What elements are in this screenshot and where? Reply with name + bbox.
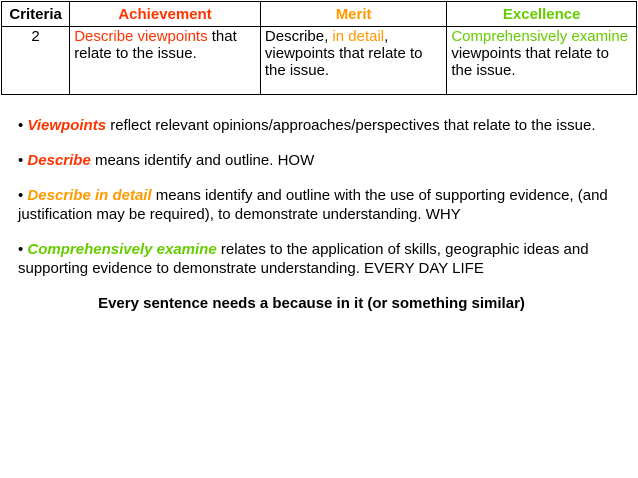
header-merit: Merit [260,2,446,27]
merit-highlight: in detail [332,28,385,45]
header-excellence: Excellence [447,2,637,27]
achievement-highlight: Describe viewpoints [74,28,208,45]
keyword-describe: Describe [27,152,91,169]
because-reminder: Every sentence needs a because in it (or something similar) [98,295,525,312]
note-viewpoints [18,116,623,135]
cell-achievement [70,27,261,95]
bullet: • [18,187,28,204]
note-comprehensively-examine [18,240,623,278]
keyword-describe-in-detail: Describe in detail [27,187,152,204]
definitions-list [18,116,623,313]
keyword-viewpoints: Viewpoints [27,117,107,134]
header-criteria: Criteria [2,2,70,27]
excellence-rest: viewpoints that relate to the issue. [451,45,609,79]
rubric-row [2,27,637,95]
cell-excellence [447,27,637,95]
achievement-rest: that relate to the issue. [74,28,237,62]
merit-pre: Describe, [264,28,333,45]
rubric-header-row [2,2,637,27]
keyword-comprehensively-examine: Comprehensively examine [27,241,217,258]
note-describe-in-detail [18,186,623,224]
merit-rest: , viewpoints that relate to the issue. [264,28,423,79]
note-text: means identify and outline with the use of supporting evidence, (and justification may be required), to demonstrate understanding. WHY [18,187,608,223]
note-text: reflect relevant opinions/approaches/perspectives that relate to the issue. [106,117,596,134]
note-describe [18,151,623,170]
bullet: • [18,152,28,169]
bullet: • [18,241,28,258]
criteria-number: 2 [2,27,70,95]
header-achievement: Achievement [70,2,261,27]
note-text: relates to the application of skills, geographic ideas and supporting evidence to demonstrate understanding. EVERY DAY LIFE [18,241,589,277]
note-text: means identify and outline. HOW [90,152,315,169]
excellence-highlight: Comprehensively examine [451,28,629,45]
cell-merit [260,27,446,95]
bullet: • [18,117,28,134]
rubric-table [1,1,637,95]
